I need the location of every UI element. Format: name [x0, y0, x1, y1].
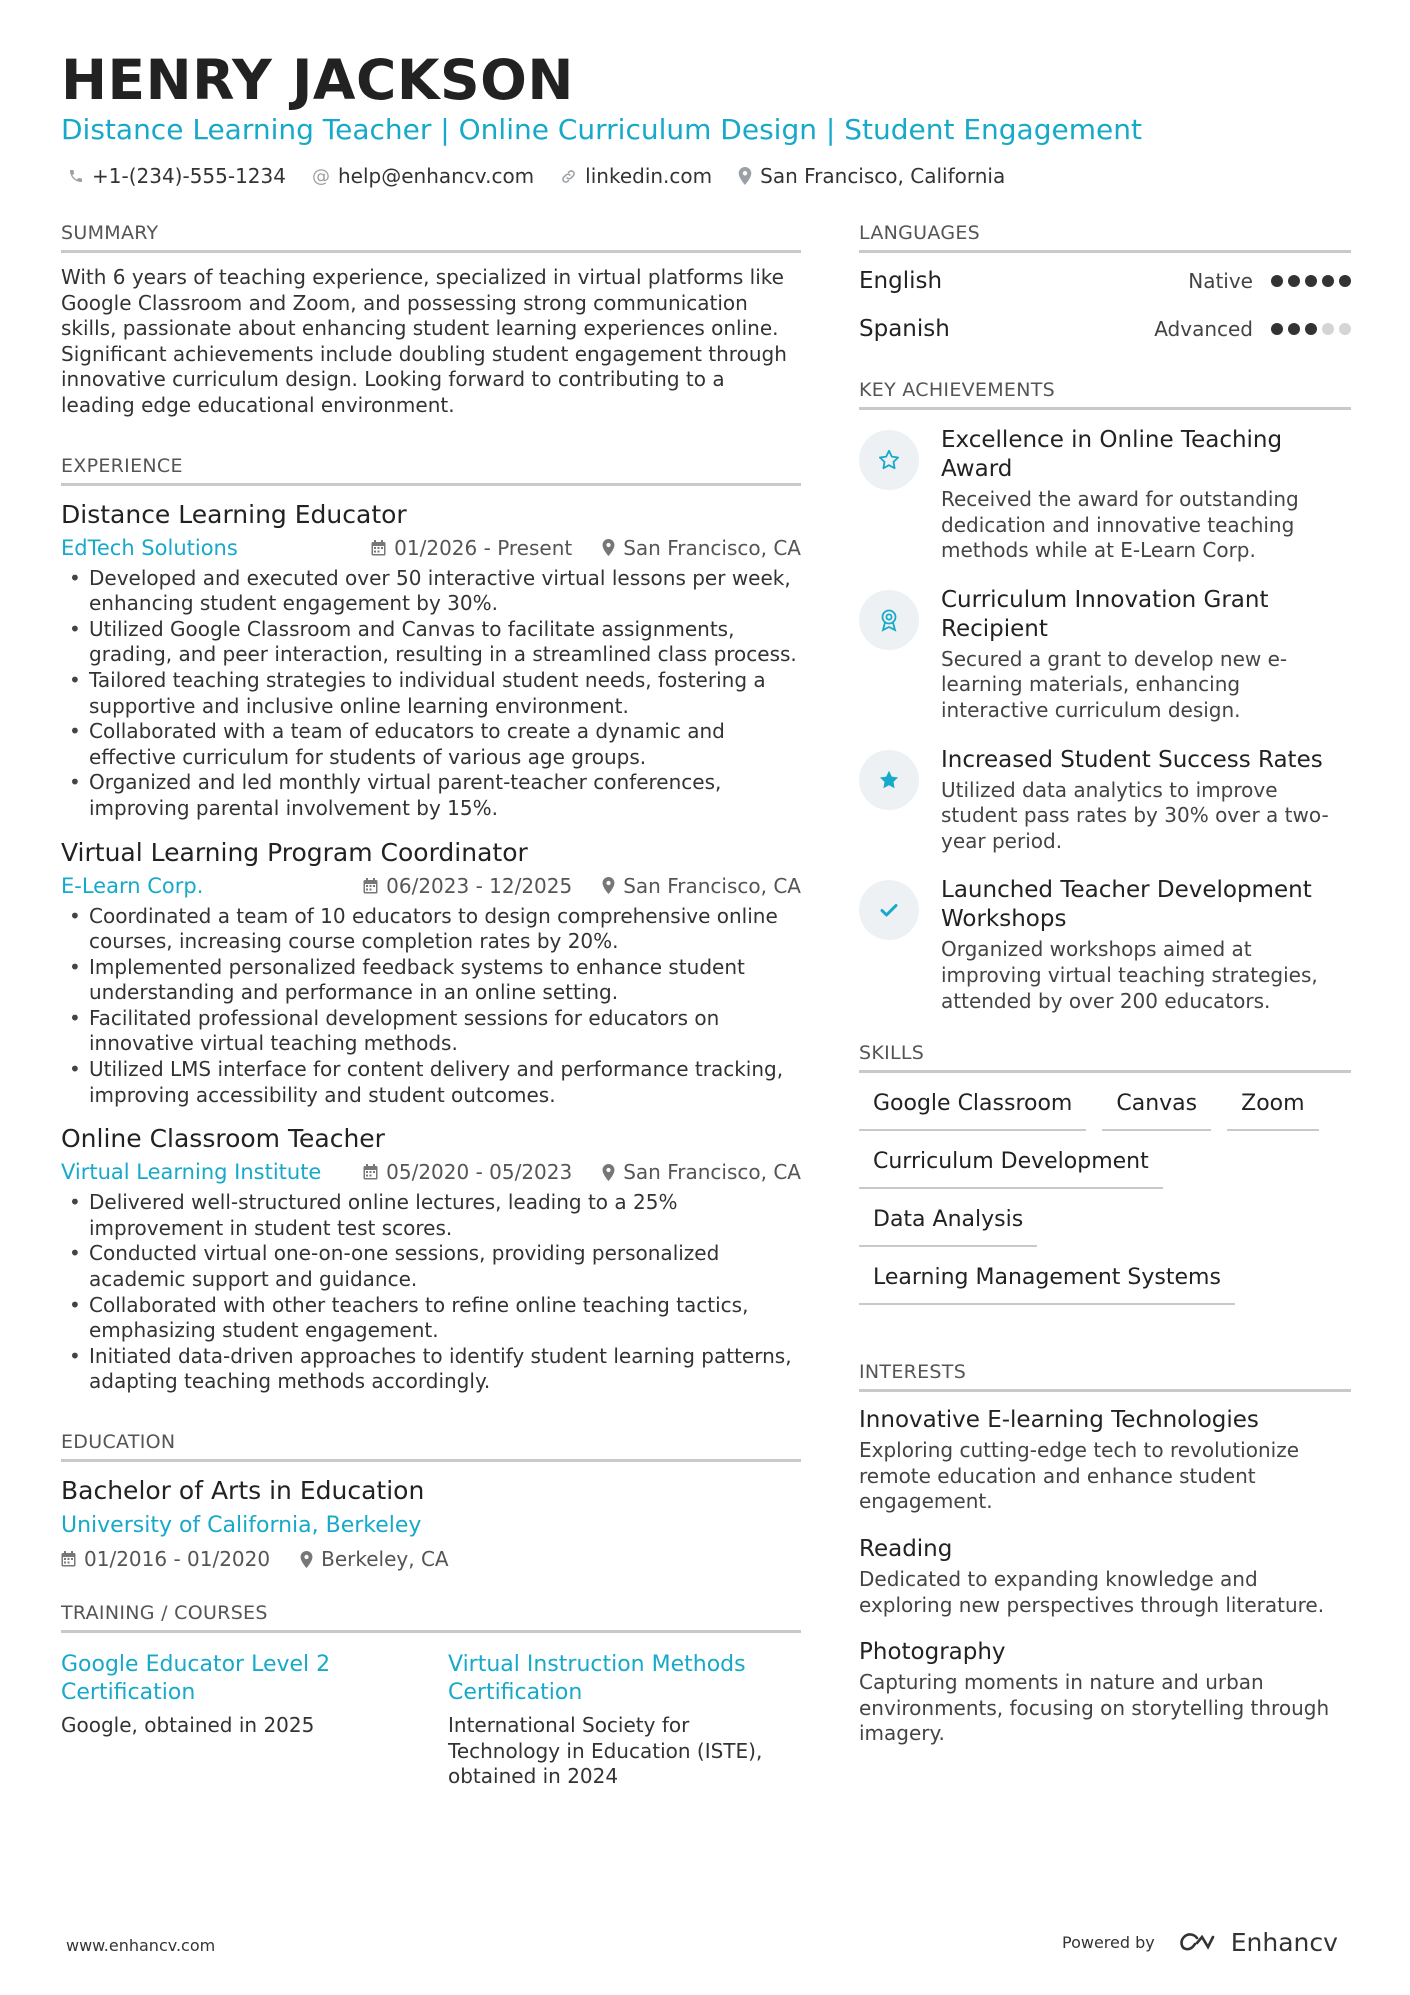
map-pin-icon — [602, 1164, 615, 1181]
bullet-item: • Collaborated with other teachers to refine online teaching tactics, emphasizing student engagement. — [61, 1293, 801, 1344]
star-outline-icon — [859, 430, 919, 490]
language-row — [859, 257, 1351, 305]
interest-title: Photography — [859, 1639, 1006, 1666]
course-item — [448, 1651, 801, 1790]
email-text: help@enhancv.com — [337, 164, 535, 188]
job-meta — [61, 532, 801, 564]
calendar-icon — [363, 878, 378, 894]
proficiency-dot — [1288, 275, 1300, 287]
link-icon — [560, 168, 577, 185]
star-filled-icon — [859, 750, 919, 810]
interests-heading: INTERESTS — [859, 1361, 1351, 1392]
school-name: University of California, Berkeley — [61, 1513, 422, 1538]
interest-title: Innovative E-learning Technologies — [859, 1407, 1259, 1434]
achievement-title: Curriculum Innovation Grant Recipient — [941, 586, 1269, 642]
contact-phone[interactable] — [68, 164, 286, 188]
skill-tag: Curriculum Development — [859, 1145, 1163, 1189]
skill-tag: Google Classroom — [859, 1087, 1086, 1131]
achievement-title: Excellence in Online Teaching Award — [941, 427, 1283, 482]
contact-bar — [68, 164, 1005, 188]
experience-heading: EXPERIENCE — [61, 455, 801, 486]
language-level: Native — [1188, 269, 1253, 293]
skill-tag: Learning Management Systems — [859, 1261, 1235, 1305]
left-column — [61, 222, 801, 1790]
achievement-item — [859, 426, 1351, 564]
job-location-text: San Francisco, CA — [623, 535, 801, 560]
interest-desc: Capturing moments in nature and urban environments, focusing on storytelling through imagery. — [859, 1670, 1330, 1746]
contact-linkedin[interactable] — [560, 164, 712, 188]
map-pin-icon — [300, 1551, 313, 1568]
bullet-item: • Tailored teaching strategies to individual student needs, fostering a supportive and inclusive online learning environment. — [61, 668, 801, 719]
job-date — [363, 1156, 572, 1188]
proficiency-dot — [1339, 275, 1351, 287]
achievement-body — [941, 876, 1351, 1014]
contact-location — [738, 164, 1005, 188]
achievement-item — [859, 746, 1351, 855]
job-bullets — [61, 904, 801, 1109]
job-date-text: 06/2023 - 12/2025 — [386, 873, 573, 898]
contact-email[interactable] — [312, 164, 534, 188]
training-heading: TRAINING / COURSES — [61, 1602, 801, 1633]
proficiency-dots — [1271, 275, 1351, 287]
languages-section — [859, 222, 1351, 353]
linkedin-text: linkedin.com — [585, 164, 713, 188]
education-date-text: 01/2016 - 01/2020 — [84, 1547, 271, 1571]
map-pin-icon — [602, 539, 615, 556]
candidate-title: Distance Learning Teacher | Online Curriculum Design | Student Engagement — [61, 113, 1142, 146]
achievement-desc: Secured a grant to develop new e-learning materials, enhancing interactive curriculum design. — [941, 646, 1288, 722]
course-item — [61, 1651, 414, 1790]
phone-icon — [68, 168, 84, 184]
job-meta — [61, 1156, 801, 1188]
achievement-item — [859, 586, 1351, 724]
bullet-item: • Organized and led monthly virtual parent-teacher conferences, improving parental involvement by 15%. — [61, 770, 801, 821]
proficiency-dot — [1339, 323, 1351, 335]
job-list — [61, 498, 801, 1395]
education-meta — [61, 1544, 801, 1574]
bullet-item: • Developed and executed over 50 interactive virtual lessons per week, enhancing student engagement by 30%. — [61, 566, 801, 617]
job-location — [602, 1156, 801, 1188]
bullet-item: • Collaborated with a team of educators to create a dynamic and effective curriculum for students of various age groups. — [61, 719, 801, 770]
job-bullets — [61, 566, 801, 822]
language-name: English — [859, 268, 943, 294]
proficiency-dot — [1271, 323, 1283, 335]
job-date-text: 05/2020 - 05/2023 — [386, 1160, 573, 1185]
bullet-item: • Coordinated a team of 10 educators to design comprehensive online courses, increasing course completion rates by 20%. — [61, 904, 801, 955]
job-entry — [61, 836, 801, 1109]
checkmark-icon — [859, 880, 919, 940]
experience-section — [61, 455, 801, 1395]
course-desc: International Society for Technology in Education (ISTE), obtained in 2024 — [448, 1713, 763, 1789]
bullet-item: • Facilitated professional development sessions for educators on innovative virtual teaching methods. — [61, 1006, 801, 1057]
proficiency-dots — [1271, 323, 1351, 335]
achievement-desc: Utilized data analytics to improve student pass rates by 30% over a two-year period. — [941, 777, 1329, 853]
achievement-body — [941, 426, 1351, 564]
achievement-desc: Organized workshops aimed at improving virtual teaching strategies, attended by over 200 educators. — [941, 937, 1318, 1013]
bullet-item: • Delivered well-structured online lectures, leading to a 25% improvement in student test scores. — [61, 1190, 801, 1241]
company-name: Virtual Learning Institute — [61, 1160, 322, 1185]
course-name: Virtual Instruction Methods Certification — [448, 1652, 746, 1705]
bullet-item: • Conducted virtual one-on-one sessions, providing personalized academic support and guidance. — [61, 1241, 801, 1292]
bullet-item: • Utilized Google Classroom and Canvas to facilitate assignments, grading, and peer interaction, resulting in a streamlined class process. — [61, 617, 801, 668]
achievement-desc: Received the award for outstanding dedication and innovative teaching methods while at E-Learn Corp. — [941, 487, 1299, 563]
interest-desc: Exploring cutting-edge tech to revolutionize remote education and enhance student engagement. — [859, 1438, 1299, 1514]
enhancv-logo-icon — [1177, 1931, 1223, 1955]
language-name: Spanish — [859, 316, 950, 342]
skill-list — [859, 1087, 1351, 1305]
skill-tag: Data Analysis — [859, 1203, 1037, 1247]
proficiency-dot — [1305, 323, 1317, 335]
education-date — [61, 1544, 270, 1574]
job-date-text: 01/2026 - Present — [394, 535, 573, 560]
achievement-list — [859, 426, 1351, 1014]
candidate-name: HENRY JACKSON — [61, 48, 574, 112]
company-name: E-Learn Corp. — [61, 873, 204, 898]
achievement-title: Launched Teacher Development Workshops — [941, 877, 1312, 933]
education-section — [61, 1431, 801, 1574]
skills-heading: SKILLS — [859, 1042, 1351, 1073]
calendar-icon — [61, 1551, 76, 1567]
company-name: EdTech Solutions — [61, 535, 238, 560]
job-location — [602, 532, 801, 564]
proficiency-dot — [1271, 275, 1283, 287]
interest-item — [859, 1636, 1351, 1747]
proficiency-dot — [1305, 275, 1317, 287]
job-entry — [61, 498, 801, 822]
job-bullets — [61, 1190, 801, 1395]
proficiency-dot — [1288, 323, 1300, 335]
job-title: Virtual Learning Program Coordinator — [61, 837, 528, 867]
interest-item — [859, 1533, 1351, 1618]
skill-tag: Zoom — [1227, 1087, 1318, 1131]
interest-list — [859, 1404, 1351, 1747]
job-location — [602, 870, 801, 902]
achievements-heading: KEY ACHIEVEMENTS — [859, 379, 1351, 410]
achievement-body — [941, 586, 1351, 724]
summary-section — [61, 222, 801, 419]
enhancv-logo-text: Enhancv — [1230, 1928, 1338, 1957]
bullet-item: • Utilized LMS interface for content delivery and performance tracking, improving accessibility and student outcomes. — [61, 1057, 801, 1108]
skills-section — [859, 1042, 1351, 1305]
job-date — [371, 532, 572, 564]
powered-by-label: Powered by — [1062, 1933, 1155, 1952]
job-date — [363, 870, 572, 902]
job-entry — [61, 1122, 801, 1395]
education-location-text: Berkeley, CA — [321, 1547, 449, 1571]
course-list — [61, 1651, 801, 1790]
map-pin-icon — [602, 877, 615, 894]
job-location-text: San Francisco, CA — [623, 873, 801, 898]
skill-tag: Canvas — [1102, 1087, 1211, 1131]
at-sign-icon: @ — [311, 165, 330, 187]
enhancv-logo[interactable] — [1177, 1928, 1338, 1957]
interest-item — [859, 1404, 1351, 1515]
phone-text: +1-(234)-555-1234 — [92, 164, 286, 188]
achievement-body — [941, 746, 1351, 855]
right-column — [859, 222, 1351, 1765]
interest-title: Reading — [859, 1535, 953, 1562]
footer-website[interactable]: www.enhancv.com — [66, 1936, 216, 1955]
education-location — [300, 1544, 448, 1574]
job-title: Distance Learning Educator — [61, 499, 407, 529]
job-title: Online Classroom Teacher — [61, 1124, 385, 1154]
languages-heading: LANGUAGES — [859, 222, 1351, 253]
interests-section — [859, 1361, 1351, 1747]
job-meta — [61, 870, 801, 902]
location-text: San Francisco, California — [760, 164, 1006, 188]
bullet-item: • Initiated data-driven approaches to identify student learning patterns, adapting teaching methods accordingly. — [61, 1344, 801, 1395]
calendar-icon — [363, 1164, 378, 1180]
course-name: Google Educator Level 2 Certification — [61, 1652, 331, 1705]
bullet-item: • Implemented personalized feedback systems to enhance student understanding and performance in an online setting. — [61, 955, 801, 1006]
language-list — [859, 257, 1351, 353]
education-heading: EDUCATION — [61, 1431, 801, 1462]
proficiency-dot — [1322, 323, 1334, 335]
summary-heading: SUMMARY — [61, 222, 801, 253]
degree-title: Bachelor of Arts in Education — [61, 1476, 425, 1505]
language-level: Advanced — [1154, 317, 1253, 341]
achievement-item — [859, 876, 1351, 1014]
course-desc: Google, obtained in 2025 — [61, 1713, 315, 1737]
calendar-icon — [371, 540, 386, 556]
award-ribbon-icon — [859, 590, 919, 650]
map-pin-icon — [738, 167, 752, 185]
training-section — [61, 1602, 801, 1790]
achievement-title: Increased Student Success Rates — [941, 746, 1323, 773]
proficiency-dot — [1322, 275, 1334, 287]
language-row — [859, 305, 1351, 353]
job-location-text: San Francisco, CA — [623, 1160, 801, 1185]
interest-desc: Dedicated to expanding knowledge and exploring new perspectives through literature. — [859, 1566, 1325, 1617]
summary-text: With 6 years of teaching experience, specialized in virtual platforms like Google Classroom and Zoom, and possessing strong communication skills, passionate about enhancing student learning experiences online. Significant achievements include doubling student engagement through innovative curriculum design. Looking forward to contributing to a leading edge educational environment. — [61, 265, 787, 417]
footer-branding — [1062, 1928, 1338, 1957]
achievements-section — [859, 379, 1351, 1014]
